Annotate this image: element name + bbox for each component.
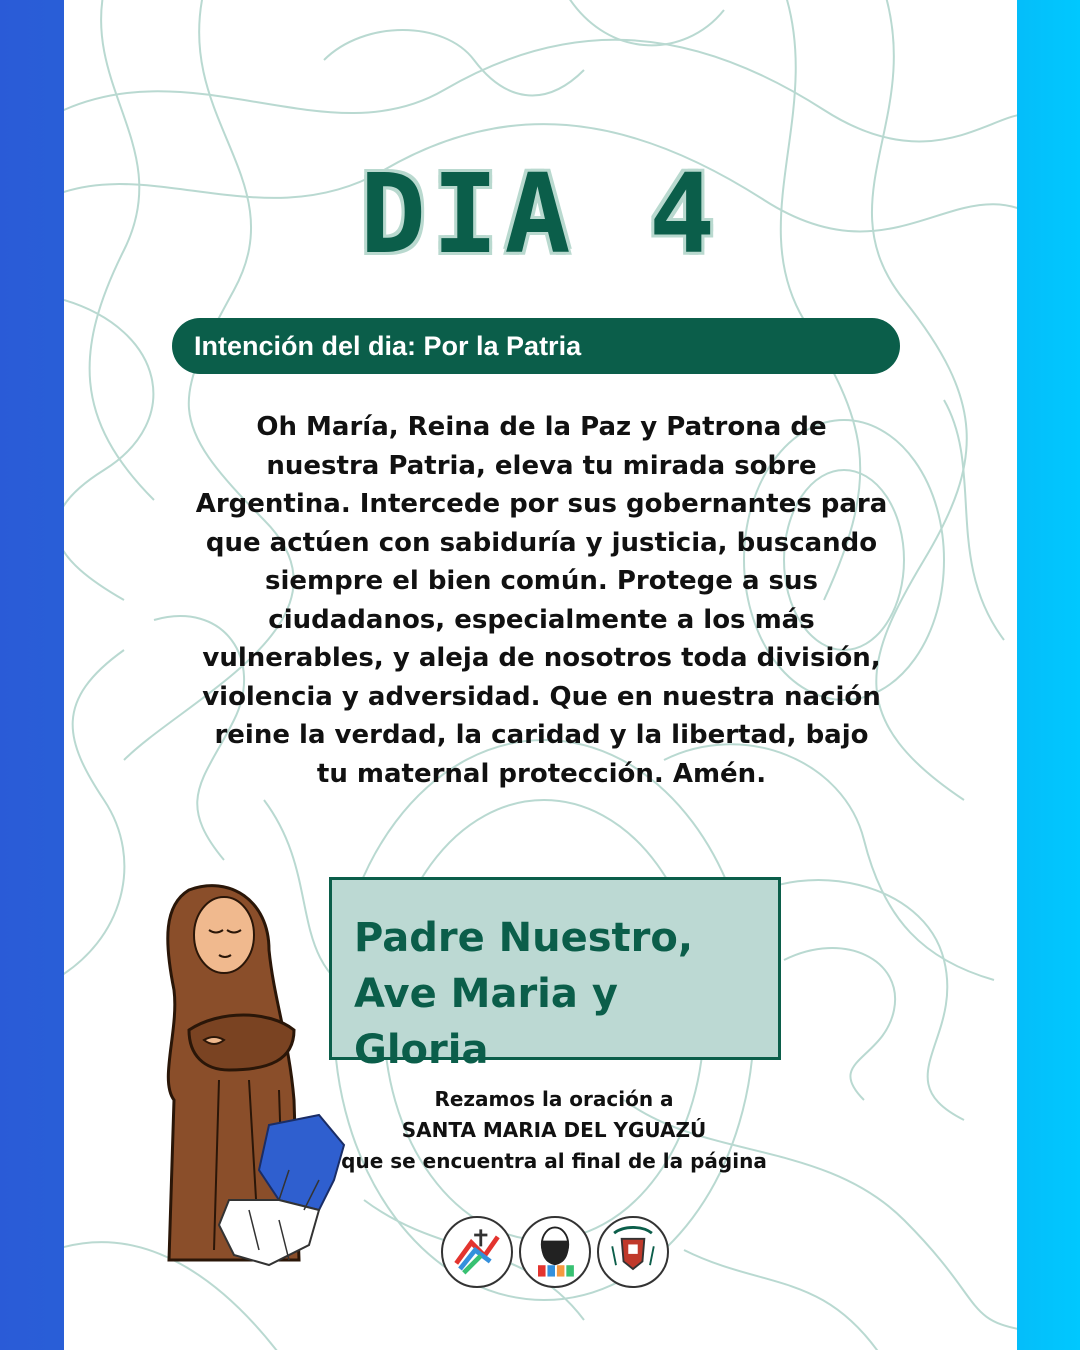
footer-line: SANTA MARIA DEL YGUAZÚ [401, 1118, 707, 1142]
prayers-box [329, 877, 781, 1073]
footer-line: que se encuentra al final de la página [341, 1149, 767, 1173]
page-card [64, 0, 1017, 1350]
prayer-line: Argentina. Intercede por sus gobernantes para [195, 489, 888, 519]
prayer-line: siempre el bien común. Protege a sus [264, 566, 819, 596]
jesus-logo [519, 1216, 591, 1288]
prayer-text [194, 408, 889, 793]
intention-label: Intención del dia: Por la Patria [194, 331, 582, 361]
prayer-line: que actúen con sabiduría y justicia, buscando [205, 527, 878, 558]
footer-line: Rezamos la oración a [434, 1087, 674, 1111]
logos-row [441, 1216, 671, 1288]
footer-instruction [324, 1084, 784, 1177]
prayer-line: vulnerables, y aleja de nosotros toda división, [202, 643, 881, 673]
page-title: DIA 4 [359, 150, 722, 278]
prayer-line: reine la verdad, la caridad y la libertad, bajo [214, 720, 869, 750]
prayers-box-line: Ave Maria y Gloria [354, 971, 618, 1073]
prayer-line: Oh María, Reina de la Paz y Patrona de [256, 412, 827, 442]
bishop-seal-logo [597, 1216, 669, 1288]
virgin-mary-illustration [119, 880, 349, 1270]
prayer-line: nuestra Patria, eleva tu mirada sobre [266, 450, 817, 481]
prayers-box-line: Padre Nuestro, [354, 915, 694, 961]
prayer-line: ciudadanos, especialmente a los más [268, 604, 815, 635]
prayer-line: violencia y adversidad. Que en nuestra nación [202, 681, 881, 712]
intention-banner [172, 318, 900, 374]
jubilee-logo [441, 1216, 513, 1288]
prayer-line: tu maternal protección. Amén. [316, 758, 767, 789]
